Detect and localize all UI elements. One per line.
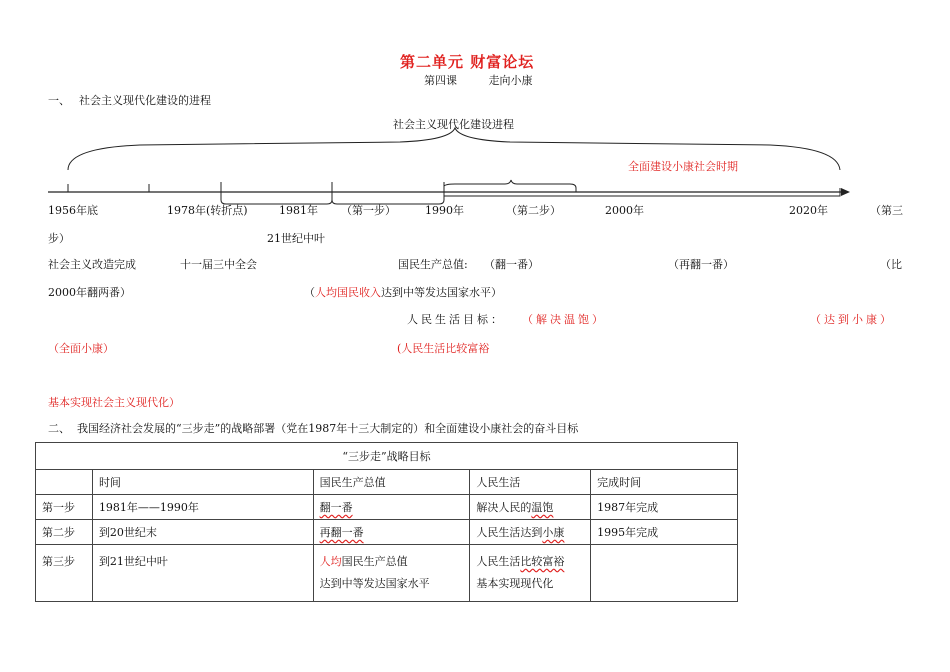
period-label: 全面建设小康社会时期	[628, 160, 738, 173]
gnp-cell	[313, 495, 470, 520]
life-text-line2: 基本实现现代化	[476, 577, 554, 590]
step-cell: 第一步	[36, 495, 93, 520]
gnp-label: 国民生产总值:	[398, 258, 468, 271]
header-done: 完成时间	[591, 470, 738, 495]
label-2020: 2020年	[789, 204, 828, 217]
per-capita-open: （	[304, 286, 315, 299]
per-capita-highlight: 人均国民收入	[315, 286, 381, 299]
label-step3-end: 步）	[48, 232, 70, 245]
gnp-compare-start: （比	[880, 258, 902, 271]
label-2000: 2000年	[605, 204, 644, 217]
goal-full-xiaokang: （全面小康）	[48, 342, 114, 355]
life-emphasis: 比较富裕	[520, 555, 565, 568]
table-caption: “三步走”战略目标	[36, 443, 738, 470]
goal-xiaokang: （达到小康）	[810, 313, 894, 326]
section1-title: 社会主义现代化建设的进程	[79, 94, 211, 107]
label-1981: 1981年	[279, 204, 318, 217]
life-text: 人民生活	[476, 555, 521, 568]
life-cell	[470, 545, 591, 602]
table-row	[36, 495, 738, 520]
done-cell: 1987年完成	[591, 495, 738, 520]
gnp-double1: （翻一番）	[484, 258, 539, 271]
event-reform: 社会主义改造完成	[48, 258, 136, 271]
table-row	[36, 545, 738, 602]
step2-upper-brace	[444, 180, 576, 192]
table-row	[36, 520, 738, 545]
goal-modernization: 基本实现社会主义现代化）	[48, 396, 180, 409]
page-subtitle: 第四课 走向小康	[424, 74, 533, 87]
life-cell	[470, 495, 591, 520]
label-1956: 1956年底	[48, 204, 98, 217]
header-blank	[36, 470, 93, 495]
gnp-value: 翻一番	[319, 501, 353, 514]
gnp-value: 国民生产总值	[341, 555, 408, 568]
section1-number: 一、	[48, 94, 70, 107]
gnp-cell	[313, 545, 470, 602]
label-step2: （第二步）	[506, 204, 561, 217]
time-cell: 到21世纪中叶	[92, 545, 313, 602]
header-life: 人民生活	[470, 470, 591, 495]
table-header-row	[36, 470, 738, 495]
life-emphasis: 温饱	[531, 501, 554, 514]
done-cell	[591, 545, 738, 602]
page-title: 第二单元 财富论坛	[400, 53, 535, 71]
life-text: 人民生活达到	[476, 526, 543, 539]
label-mid21: 21世纪中叶	[267, 232, 325, 245]
goals-label: 人民生活目标：	[407, 313, 505, 326]
section2-heading: 二、 我国经济社会发展的“三步走”的战略部署（党在1987年十三大制定的）和全面建设小康社会的奋斗目标	[48, 422, 579, 435]
gnp-highlight: 人均	[319, 555, 342, 568]
step1-bracket	[221, 182, 332, 204]
label-step1: （第一步）	[341, 204, 396, 217]
three-step-table	[35, 442, 738, 602]
life-cell	[470, 520, 591, 545]
timeline-arrowhead	[841, 188, 850, 196]
life-text: 解决人民的	[476, 501, 532, 514]
time-cell: 1981年——1990年	[92, 495, 313, 520]
per-capita-target	[304, 287, 502, 298]
per-capita-rest: 达到中等发达国家水平）	[381, 286, 502, 299]
goal-affluent: (人民生活比较富裕	[397, 342, 490, 355]
process-label: 社会主义现代化建设进程	[393, 118, 514, 131]
gnp-cell	[313, 520, 470, 545]
gnp-value-line2: 达到中等发达国家水平	[319, 577, 430, 590]
timeline-graphic	[0, 0, 950, 260]
step-cell: 第二步	[36, 520, 93, 545]
step-cell: 第三步	[36, 545, 93, 602]
label-step3-start: （第三	[870, 204, 903, 217]
gnp-value: 再翻一番	[319, 526, 364, 539]
gnp-double2: （再翻一番）	[668, 258, 734, 271]
label-1990: 1990年	[425, 204, 464, 217]
gnp-compare-end: 2000年翻两番）	[48, 286, 131, 299]
event-plenum: 十一届三中全会	[180, 258, 257, 271]
step2-lower-bracket	[332, 182, 444, 204]
done-cell: 1995年完成	[591, 520, 738, 545]
time-cell: 到20世纪末	[92, 520, 313, 545]
goal-subsistence: （解决温饱）	[522, 313, 606, 326]
label-1978: 1978年(转折点)	[167, 204, 248, 217]
header-gnp: 国民生产总值	[313, 470, 470, 495]
header-time: 时间	[92, 470, 313, 495]
life-emphasis: 小康	[542, 526, 565, 539]
